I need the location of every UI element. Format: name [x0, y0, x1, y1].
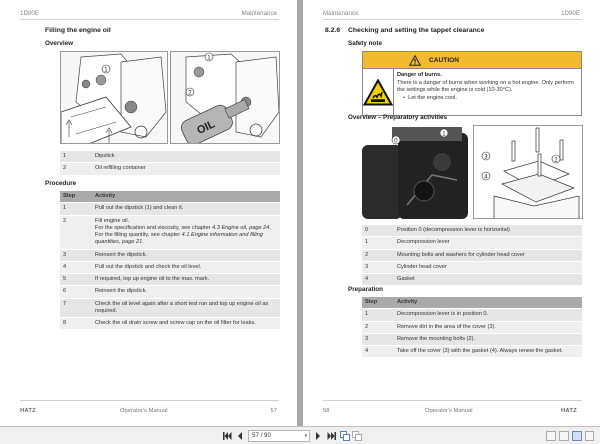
header-divider: [20, 19, 279, 20]
footer-brand: HATZ: [561, 408, 577, 414]
table-row: 3 Reinsert the dipstick.: [60, 249, 280, 261]
svg-text:4: 4: [484, 174, 488, 181]
table-row: 7 Check the oil level again after a short test run and top up engine oil as required.: [60, 298, 280, 318]
overview-legend-table: [362, 225, 582, 286]
page-57: [0, 0, 297, 426]
table-header: Step Activity: [362, 297, 582, 309]
next-view-icon: [352, 431, 362, 441]
header-model: 1D90E: [561, 10, 580, 17]
next-page-button[interactable]: [314, 430, 322, 442]
next-page-icon: [315, 432, 321, 440]
facing-pages-view-button[interactable]: [572, 431, 582, 441]
last-page-button[interactable]: [326, 430, 336, 442]
table-row: 8 Check the oil drain screw and screw cap on the oil filter for leaks.: [60, 318, 280, 330]
header-section: Maintenance: [241, 10, 277, 17]
legend-row: 2 Oil refilling container: [60, 163, 280, 175]
page-number-select[interactable]: 57 / 90 ▾: [248, 430, 310, 442]
caution-label: CAUTION: [429, 56, 460, 64]
footer-divider: [20, 400, 279, 401]
caution-header: [363, 52, 581, 69]
first-page-button[interactable]: [222, 430, 232, 442]
legend-row: 0 Position 0 (decompression lever is horizontal): [362, 225, 582, 237]
footer-page-number: 58: [323, 408, 330, 414]
section-title: Filling the engine oil: [45, 27, 111, 34]
preparation-table: [362, 297, 582, 358]
hot-surface-icon: [363, 69, 394, 115]
table-row: 1 Pull out the dipstick (1) and clean it.: [60, 203, 280, 215]
legend-row: 1 Dipstick: [60, 151, 280, 163]
caution-bullet: • Let the engine cool.: [403, 94, 457, 101]
callout-1: 1: [104, 67, 108, 74]
callout-1b: 1: [207, 55, 211, 62]
caution-heading: Danger of burns.: [397, 72, 442, 78]
overview-legend-table: [60, 151, 280, 176]
single-page-view-button[interactable]: [546, 431, 556, 441]
go-back-view-button[interactable]: [340, 430, 350, 442]
chapter-link[interactable]: 4.3 Engine oil, page 24: [212, 224, 270, 231]
continuous-facing-view-button[interactable]: [585, 431, 594, 441]
procedure-heading: Procedure: [45, 180, 77, 187]
legend-row: 4 Gasket: [362, 274, 582, 286]
legend-row: 2 Mounting bolts and washers for cylinder head cover: [362, 249, 582, 261]
table-row: 2 Fill engine oil. For the specification and viscosity, see chapter 4.3 Engine oil, page 24. For the filling quantity, see chapter 4.1 Engine information and filling quantities, page 21.: [60, 215, 280, 249]
table-row: 5 If required, top up engine oil to the max. mark.: [60, 274, 280, 286]
caution-text: There is a danger of burns when working on a hot engine. Only perform the settings while the engine is cold (10-30°C).: [397, 79, 574, 94]
navigation-toolbar: [0, 426, 600, 444]
chevron-down-icon: ▾: [304, 433, 307, 439]
previous-page-icon: [237, 432, 243, 440]
section-number: 8.2.6: [325, 27, 341, 34]
callout-2: 2: [188, 90, 192, 97]
header-section: Maintenance: [323, 10, 359, 17]
oil-label: OIL: [195, 118, 217, 137]
first-page-icon: [223, 432, 232, 440]
table-row: 2 Remove dirt in the area of the cover (3).: [362, 321, 582, 333]
svg-text:1: 1: [442, 131, 446, 138]
table-row: 6 Reinsert the dipstick.: [60, 286, 280, 298]
table-header: Step Activity: [60, 191, 280, 203]
overview-heading: Overview – Preparatory activities: [348, 114, 448, 121]
header-model: 1D90E: [20, 10, 39, 17]
warning-triangle-icon: [409, 55, 421, 66]
preparation-heading: Preparation: [348, 286, 383, 293]
table-row: 1 Decompression lever is in position 0.: [362, 309, 582, 321]
footer-title: Operator's Manual: [120, 408, 168, 414]
footer-title: Operator's Manual: [425, 408, 473, 414]
footer-brand: HATZ: [20, 408, 36, 414]
continuous-view-button[interactable]: [559, 431, 569, 441]
footer-page-number: 57: [270, 408, 277, 414]
last-page-icon: [327, 432, 336, 440]
oil-refill-illustration: [170, 51, 280, 144]
table-row: 4 Take off the cover (3) with the gasket (4). Always renew the gasket.: [362, 346, 582, 358]
table-row: 3 Remove the mounting bolts (2).: [362, 333, 582, 345]
svg-text:3: 3: [484, 154, 488, 161]
caution-box: [362, 51, 582, 116]
footer-divider: [323, 400, 582, 401]
procedure-table: [60, 191, 280, 330]
legend-row: 1 Decompression lever: [362, 237, 582, 249]
chapter-link[interactable]: 4.1 Engine information and filling quantities, page 21: [95, 232, 263, 246]
previous-page-button[interactable]: [236, 430, 244, 442]
decompression-lever-photo: [362, 125, 470, 219]
previous-view-icon: [340, 431, 350, 441]
svg-text:2: 2: [554, 157, 558, 164]
section-title: Checking and setting the tappet clearance: [348, 27, 485, 34]
dipstick-illustration: [60, 51, 168, 144]
svg-text:0: 0: [394, 138, 398, 145]
safety-heading: Safety note: [348, 40, 382, 47]
legend-row: 3 Cylinder head cover: [362, 261, 582, 273]
overview-heading: Overview: [45, 40, 74, 47]
table-row: 4 Pull out the dipstick and check the oil level.: [60, 261, 280, 273]
header-divider: [323, 19, 582, 20]
cylinder-head-cover-illustration: [473, 125, 583, 219]
go-forward-view-button[interactable]: [352, 430, 362, 442]
